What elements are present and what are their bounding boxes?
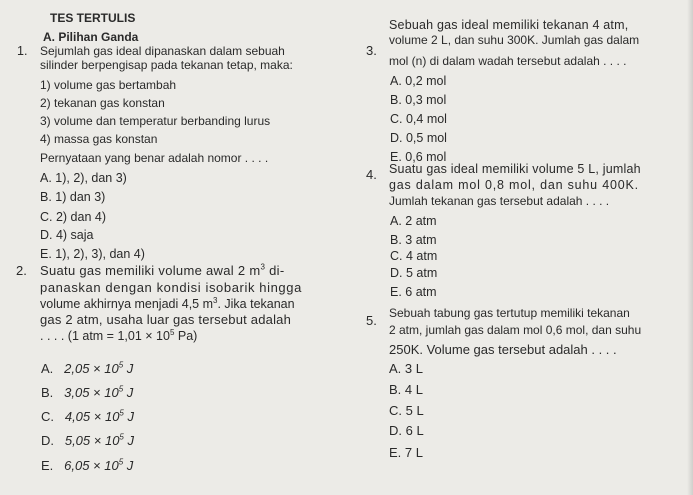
answer-option[interactable]: A. 3 L <box>389 361 423 376</box>
answer-option[interactable]: D. 6 L <box>389 423 424 438</box>
answer-option[interactable]: B. 1) dan 3) <box>40 190 106 204</box>
question-text: . . . . (1 atm = $1,01 \times 10^5$ Pa) <box>40 327 198 343</box>
answer-option[interactable]: B. 3 atm <box>390 233 437 247</box>
answer-option[interactable]: E. $6,05 \times 10^5$ J <box>41 457 134 473</box>
answer-option[interactable]: A. 1), 2), dan 3) <box>40 171 127 185</box>
answer-option[interactable]: A. 0,2 mol <box>390 74 447 88</box>
answer-option[interactable]: A. $2,05 \times 10^5$ J <box>41 360 134 376</box>
question-text: 250K. Volume gas tersebut adalah . . . . <box>389 342 617 357</box>
page-edge-shadow <box>687 0 693 495</box>
answer-option[interactable]: C. 0,4 mol <box>390 112 447 126</box>
question-text: 2 atm, jumlah gas dalam mol 0,6 mol, dan suhu <box>389 323 642 337</box>
question-text: silinder berpengisap pada tekanan tetap, maka: <box>40 58 293 72</box>
question-text: gas dalam mol 0,8 mol, dan suhu 400K. <box>389 178 639 192</box>
answer-option[interactable]: D. 0,5 mol <box>390 131 447 145</box>
answer-option[interactable]: D. 4) saja <box>40 228 94 242</box>
statement: 1) volume gas bertambah <box>40 78 177 92</box>
question-text: Suatu gas ideal memiliki volume 5 L, jumlah <box>389 162 641 176</box>
question-number: 5. <box>366 313 377 328</box>
question-text: gas 2 atm, usaha luar gas tersebut adalah <box>40 312 292 327</box>
answer-option[interactable]: C. 4 atm <box>390 249 438 263</box>
question-text: Sebuah tabung gas tertutup memiliki tekanan <box>389 306 630 320</box>
question-prompt: Pernyataan yang benar adalah nomor . . . . <box>40 151 269 165</box>
answer-option[interactable]: C. 5 L <box>389 403 424 418</box>
answer-option[interactable]: E. 1), 2), 3), dan 4) <box>40 247 145 261</box>
answer-option[interactable]: D. $5,05 \times 10^5$ J <box>41 432 134 448</box>
section-heading: A. Pilihan Ganda <box>43 30 139 44</box>
answer-option[interactable]: E. 6 atm <box>390 285 437 299</box>
answer-option[interactable]: C. $4,05 \times 10^5$ J <box>41 408 134 424</box>
question-text: Sejumlah gas ideal dipanaskan dalam sebuah <box>40 44 285 58</box>
question-text: Suatu gas memiliki volume awal 2 $m^3$ di- <box>40 262 285 278</box>
page-title: TES TERTULIS <box>50 11 136 25</box>
question-text: panaskan dengan kondisi isobarik hingga <box>40 280 302 295</box>
answer-option[interactable]: C. 2) dan 4) <box>40 210 107 224</box>
question-number: 4. <box>366 167 377 182</box>
answer-option[interactable]: B. 0,3 mol <box>390 93 447 107</box>
statement: 3) volume dan temperatur berbanding lurus <box>40 114 271 128</box>
statement: 2) tekanan gas konstan <box>40 96 165 110</box>
question-text: Sebuah gas ideal memiliki tekanan 4 atm, <box>389 18 629 32</box>
question-number: 2. <box>16 263 27 278</box>
statement: 4) massa gas konstan <box>40 132 158 146</box>
question-text: volume 2 L, dan suhu 300K. Jumlah gas dalam <box>389 33 640 47</box>
answer-option[interactable]: A. 2 atm <box>390 214 437 228</box>
answer-option[interactable]: E. 7 L <box>389 445 423 460</box>
answer-option[interactable]: B. 4 L <box>389 382 423 397</box>
question-text: mol (n) di dalam wadah tersebut adalah . . . . <box>389 54 627 68</box>
question-number: 1. <box>17 44 28 58</box>
question-number: 3. <box>366 43 377 58</box>
question-text: volume akhirnya menjadi 4,5 $m^3$. Jika tekanan <box>40 295 295 311</box>
question-text: Jumlah tekanan gas tersebut adalah . . . . <box>389 194 610 208</box>
answer-option[interactable]: B. $3,05 \times 10^5$ J <box>41 384 134 400</box>
answer-option[interactable]: E. 0,6 mol <box>390 150 447 164</box>
answer-option[interactable]: D. 5 atm <box>390 266 438 280</box>
